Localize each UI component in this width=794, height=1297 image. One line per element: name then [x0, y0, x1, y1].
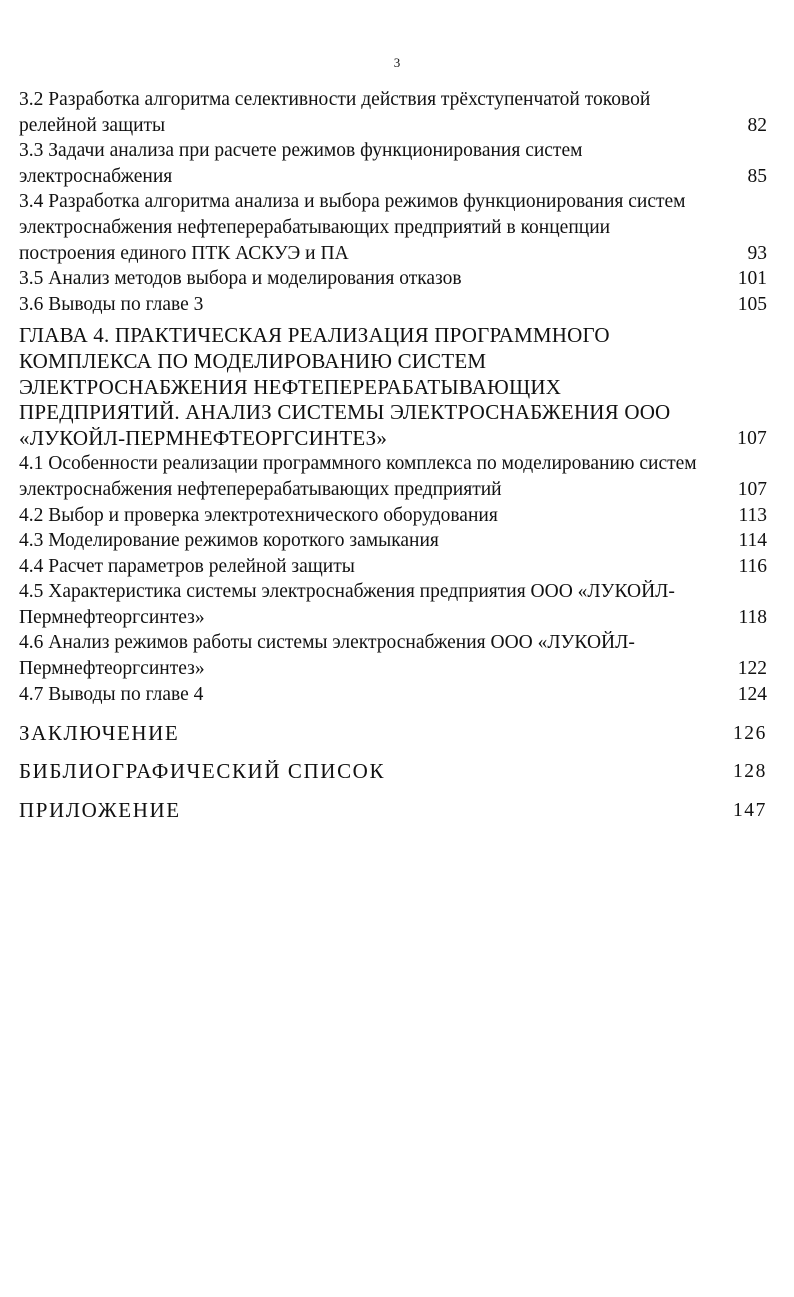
- toc-entry-page: 105: [737, 293, 767, 315]
- toc-entry-page: 147: [732, 800, 767, 822]
- toc-chapter-title: ЗАКЛЮЧЕНИЕ: [19, 721, 180, 746]
- toc-entry-page: 82: [747, 114, 767, 136]
- toc-entry-page: 128: [732, 760, 767, 782]
- toc-entry-4-5: [19, 579, 767, 630]
- page-number: 3: [393, 55, 401, 70]
- table-of-contents: [19, 87, 767, 824]
- toc-entry-title: 3.3 Задачи анализа при расчете режимов функционирования систем электроснабжения: [19, 140, 583, 187]
- toc-entry-page: 107: [737, 427, 767, 449]
- toc-entry-3-2: [19, 87, 767, 138]
- toc-entry-4-3: [19, 528, 767, 554]
- toc-chapter-title: БИБЛИОГРАФИЧЕСКИЙ СПИСОК: [19, 758, 386, 783]
- toc-entry-page: 107: [737, 478, 767, 500]
- toc-entry-title: 4.4 Расчет параметров релейной защиты: [19, 555, 355, 577]
- toc-entry-3-6: [19, 292, 767, 318]
- toc-entry-4-4: [19, 554, 767, 580]
- toc-entry-title: 4.3 Моделирование режимов короткого замыкания: [19, 530, 439, 552]
- toc-entry-page: 113: [738, 504, 767, 526]
- toc-chapter-title: ГЛАВА 4. ПРАКТИЧЕСКАЯ РЕАЛИЗАЦИЯ ПРОГРАММНОГО КОМПЛЕКСА ПО МОДЕЛИРОВАНИЮ СИСТЕМ ЭЛЕКТРОСНАБЖЕНИЯ НЕФТЕПЕРЕРАБАТЫВАЮЩИХ ПРЕДПРИЯТИЙ. АНАЛИЗ СИСТЕМЫ ЭЛЕКТРОСНАБЖЕНИЯ ООО «ЛУКОЙЛ-ПЕРМНЕФТЕОРГСИНТЕЗ»: [19, 323, 671, 450]
- toc-entry-title: 4.6 Анализ режимов работы системы электроснабжения ООО «ЛУКОЙЛ-Пермнефтеоргсинтез»: [19, 632, 635, 680]
- toc-entry-title: 3.6 Выводы по главе 3: [19, 293, 204, 315]
- toc-entry-page: 101: [737, 268, 767, 290]
- toc-entry-page: 118: [738, 606, 767, 628]
- toc-entry-4-7: [19, 682, 767, 708]
- toc-entry-page: 122: [737, 658, 767, 680]
- toc-entry-4-6: [19, 630, 767, 681]
- toc-entry-title: 3.2 Разработка алгоритма селективности действия трёхступенчатой токовой релейной защиты: [19, 89, 651, 136]
- toc-entry-title: 4.7 Выводы по главе 4: [19, 683, 204, 705]
- toc-entry-title: 4.5 Характеристика системы электроснабжения предприятия ООО «ЛУКОЙЛ-Пермнефтеоргсинтез»: [19, 581, 675, 628]
- toc-entry-conclusion: [19, 721, 767, 747]
- toc-entry-title: 4.1 Особенности реализации программного комплекса по моделированию систем электроснабжения нефтеперерабатывающих предприятий: [19, 453, 697, 500]
- toc-entry-title: 4.2 Выбор и проверка электротехнического оборудования: [19, 504, 498, 526]
- toc-entry-page: 116: [738, 555, 767, 577]
- toc-entry-title: 3.4 Разработка алгоритма анализа и выбора режимов функционирования систем электроснабжения нефтеперерабатывающих предприятий в концепции построения единого ПТК АСКУЭ и ПА: [19, 191, 686, 264]
- toc-entry-3-3: [19, 138, 767, 189]
- toc-entry-3-5: [19, 266, 767, 292]
- toc-entry-page: 85: [747, 165, 767, 187]
- toc-entry-page: 124: [737, 683, 767, 705]
- toc-entry-bibliography: [19, 759, 767, 785]
- toc-chapter-title: ПРИЛОЖЕНИЕ: [19, 798, 181, 823]
- toc-entry-4-2: [19, 503, 767, 529]
- toc-entry-page: 126: [732, 723, 767, 745]
- toc-entry-title: 3.5 Анализ методов выбора и моделирования отказов: [19, 268, 462, 290]
- toc-entry-page: 93: [747, 242, 767, 264]
- toc-entry-3-4: [19, 189, 767, 266]
- toc-entry-chapter-4: [19, 323, 767, 451]
- toc-entry-page: 114: [738, 530, 767, 552]
- toc-entry-4-1: [19, 451, 767, 502]
- toc-entry-appendix: [19, 798, 767, 824]
